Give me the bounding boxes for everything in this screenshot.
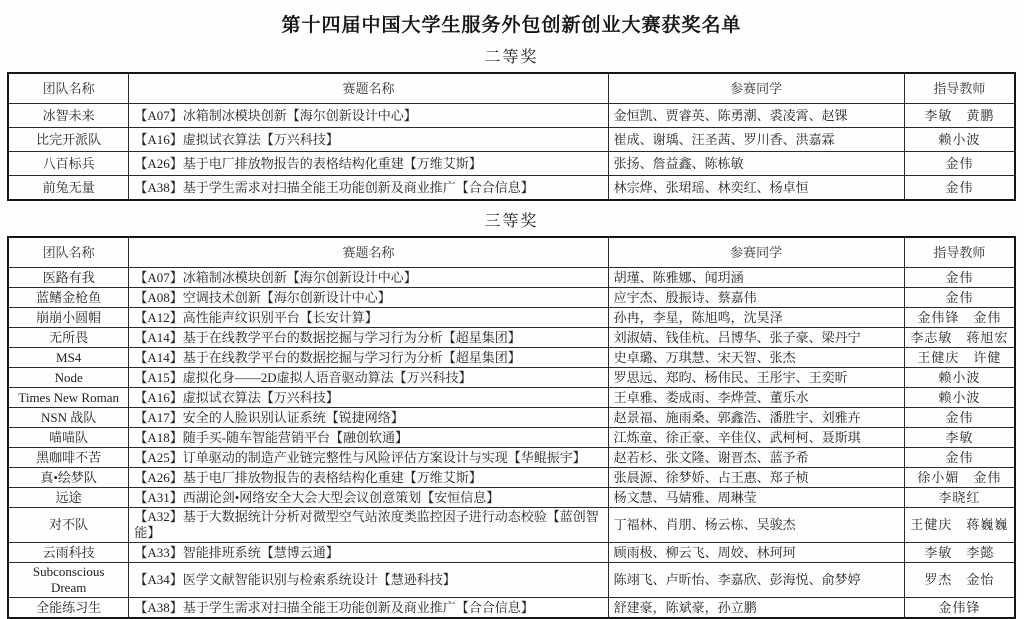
teachers-cell: 金伟 [904, 448, 1015, 468]
teachers-cell: 金伟 [904, 152, 1015, 176]
team-name-cell: 全能练习生 [8, 598, 129, 619]
table-row [8, 468, 1015, 488]
teachers-cell: 金伟锋 金伟 [904, 308, 1015, 328]
team-name-cell: 医路有我 [8, 268, 129, 288]
table-row [8, 448, 1015, 468]
teachers-cell: 金伟 [904, 408, 1015, 428]
header-row [8, 73, 1015, 104]
students-cell: 张晨源、徐梦娇、占王惠、郑子桢 [608, 468, 904, 488]
table-row [8, 428, 1015, 448]
topic-name-cell: 【A15】虚拟化身——2D虚拟人语音驱动算法【万兴科技】 [129, 368, 608, 388]
column-header-team: 团队名称 [8, 237, 129, 268]
topic-name-cell: 【A14】基于在线教学平台的数据挖掘与学习行为分析【超星集团】 [129, 348, 608, 368]
table-row [8, 408, 1015, 428]
team-name-cell: Subconscious Dream [8, 563, 129, 598]
table-row [8, 328, 1015, 348]
teachers-cell: 王健庆 许健 [904, 348, 1015, 368]
topic-name-cell: 【A08】空调技术创新【海尔创新设计中心】 [129, 288, 608, 308]
teachers-cell: 李志敏 蒋旭宏 [904, 328, 1015, 348]
table-row [8, 288, 1015, 308]
team-name-cell: MS4 [8, 348, 129, 368]
team-name-cell: 崩崩小圆帽 [8, 308, 129, 328]
teachers-cell: 金伟锋 [904, 598, 1015, 619]
topic-name-cell: 【A26】基于电厂排放物报告的表格结构化重建【万维艾斯】 [129, 468, 608, 488]
topic-name-cell: 【A07】冰箱制冰模块创新【海尔创新设计中心】 [129, 268, 608, 288]
students-cell: 王卓雅、娄成雨、李烨萱、董乐水 [608, 388, 904, 408]
topic-name-cell: 【A16】虚拟试衣算法【万兴科技】 [129, 388, 608, 408]
team-name-cell: 八百标兵 [8, 152, 129, 176]
table-row [8, 508, 1015, 543]
column-header-teachers: 指导教师 [904, 73, 1015, 104]
third-prize-table-body [8, 268, 1015, 619]
column-header-students: 参赛同学 [608, 73, 904, 104]
students-cell: 应宇杰、殷振诗、蔡嘉伟 [608, 288, 904, 308]
topic-name-cell: 【A16】虚拟试衣算法【万兴科技】 [129, 128, 608, 152]
students-cell: 舒建豪，陈斌豪，孙立鹏 [608, 598, 904, 619]
column-header-team: 团队名称 [8, 73, 129, 104]
team-name-cell: Node [8, 368, 129, 388]
table-row [8, 128, 1015, 152]
topic-name-cell: 【A34】医学文献智能识别与检索系统设计【慧逊科技】 [129, 563, 608, 598]
section-third-prize [7, 208, 1016, 619]
second-prize-heading: 二等奖 [484, 49, 539, 66]
teachers-cell: 赖小波 [904, 368, 1015, 388]
teachers-cell: 李敏 [904, 428, 1015, 448]
students-cell: 胡瑾、陈雅娜、闻玥涵 [608, 268, 904, 288]
students-cell: 刘淑婧、钱佳杭、吕博华、张子豪、梁丹宁 [608, 328, 904, 348]
team-name-cell: 前兔无量 [8, 176, 129, 201]
students-cell: 杨文慧、马婧雅、周琳莹 [608, 488, 904, 508]
topic-name-cell: 【A25】订单驱动的制造产业链完整性与风险评估方案设计与实现【华鲲振宇】 [129, 448, 608, 468]
teachers-cell: 徐小媚 金伟 [904, 468, 1015, 488]
third-prize-table [7, 236, 1016, 619]
topic-name-cell: 【A18】随手买-随车智能营销平台【融创软通】 [129, 428, 608, 448]
students-cell: 陈翊飞、卢昕怡、李嘉欣、彭海悦、俞梦婷 [608, 563, 904, 598]
second-prize-table [7, 72, 1016, 201]
students-cell: 丁福林、肖朋、杨云栋、吴骏杰 [608, 508, 904, 543]
teachers-cell: 金伟 [904, 288, 1015, 308]
third-prize-heading: 三等奖 [484, 213, 539, 230]
topic-name-cell: 【A12】高性能声纹识别平台【长安计算】 [129, 308, 608, 328]
team-name-cell: 无所畏 [8, 328, 129, 348]
document-title: 第十四届中国大学生服务外包创新创业大赛获奖名单 [281, 15, 742, 36]
section-second-prize [7, 44, 1016, 201]
teachers-cell: 赖小波 [904, 128, 1015, 152]
team-name-cell: 对不队 [8, 508, 129, 543]
team-name-cell: 远途 [8, 488, 129, 508]
topic-name-cell: 【A33】智能排班系统【慧博云通】 [129, 543, 608, 563]
table-row [8, 152, 1015, 176]
topic-name-cell: 【A38】基于学生需求对扫描全能王功能创新及商业推广【合合信息】 [129, 176, 608, 201]
team-name-cell: 比完开派队 [8, 128, 129, 152]
students-cell: 史卓璐、万琪慧、宋天智、张杰 [608, 348, 904, 368]
topic-name-cell: 【A07】冰箱制冰模块创新【海尔创新设计中心】 [129, 104, 608, 128]
second-prize-table-header [8, 73, 1015, 104]
table-row [8, 176, 1015, 201]
team-name-cell: 冰智未来 [8, 104, 129, 128]
team-name-cell: 黑咖啡不苦 [8, 448, 129, 468]
students-cell: 金恒凯、贾睿英、陈勇潮、裘凌霄、赵锞 [608, 104, 904, 128]
table-row [8, 598, 1015, 619]
teachers-cell: 李敏 李懿 [904, 543, 1015, 563]
table-row [8, 388, 1015, 408]
topic-name-cell: 【A26】基于电厂排放物报告的表格结构化重建【万维艾斯】 [129, 152, 608, 176]
students-cell: 罗思远、郑昀、杨伟民、王彤宇、王奕昕 [608, 368, 904, 388]
students-cell: 赵若杉、张文隆、谢晋杰、蓝予希 [608, 448, 904, 468]
topic-name-cell: 【A31】西湖论剑•网络安全大会大型会议创意策划【安恒信息】 [129, 488, 608, 508]
teachers-cell: 李晓红 [904, 488, 1015, 508]
table-row [8, 268, 1015, 288]
team-name-cell: NSN 战队 [8, 408, 129, 428]
teachers-cell: 罗杰 金怡 [904, 563, 1015, 598]
teachers-cell: 金伟 [904, 268, 1015, 288]
teachers-cell: 金伟 [904, 176, 1015, 201]
teachers-cell: 赖小波 [904, 388, 1015, 408]
table-row [8, 563, 1015, 598]
second-prize-table-body [8, 104, 1015, 201]
students-cell: 林宗烨、张珺瑶、林奕红、杨卓恒 [608, 176, 904, 201]
table-row [8, 104, 1015, 128]
teachers-cell: 王健庆 蒋巍巍 [904, 508, 1015, 543]
topic-name-cell: 【A38】基于学生需求对扫描全能王功能创新及商业推广【合合信息】 [129, 598, 608, 619]
team-name-cell: 云雨科技 [8, 543, 129, 563]
table-row [8, 368, 1015, 388]
column-header-students: 参赛同学 [608, 237, 904, 268]
column-header-topic: 赛题名称 [129, 237, 608, 268]
topic-name-cell: 【A32】基于大数据统计分析对微型空气站浓度类监控因子进行动态校验【蓝创智能】 [129, 508, 608, 543]
header-row [8, 237, 1015, 268]
students-cell: 张扬、詹益鑫、陈栋敏 [608, 152, 904, 176]
team-name-cell: Times New Roman [8, 388, 129, 408]
topic-name-cell: 【A17】安全的人脸识别认证系统【锐捷网络】 [129, 408, 608, 428]
team-name-cell: 真•绘梦队 [8, 468, 129, 488]
students-cell: 赵景福、施雨桑、郭鑫浩、潘胜宇、刘雅卉 [608, 408, 904, 428]
teachers-cell: 李敏 黄鹏 [904, 104, 1015, 128]
topic-name-cell: 【A14】基于在线教学平台的数据挖掘与学习行为分析【超星集团】 [129, 328, 608, 348]
table-row [8, 308, 1015, 328]
students-cell: 崔成、谢瑀、汪圣茜、罗川香、洪嘉霖 [608, 128, 904, 152]
students-cell: 孙冉，李星，陈旭鸣，沈昊泽 [608, 308, 904, 328]
team-name-cell: 喵喵队 [8, 428, 129, 448]
column-header-topic: 赛题名称 [129, 73, 608, 104]
column-header-teachers: 指导教师 [904, 237, 1015, 268]
students-cell: 顾雨极、柳云飞、周姣、林珂珂 [608, 543, 904, 563]
third-prize-table-header [8, 237, 1015, 268]
table-row [8, 543, 1015, 563]
team-name-cell: 蓝鳍金枪鱼 [8, 288, 129, 308]
table-row [8, 348, 1015, 368]
students-cell: 江炼童、徐正豪、辛佳仪、武柯柯、聂斯琪 [608, 428, 904, 448]
table-row [8, 488, 1015, 508]
